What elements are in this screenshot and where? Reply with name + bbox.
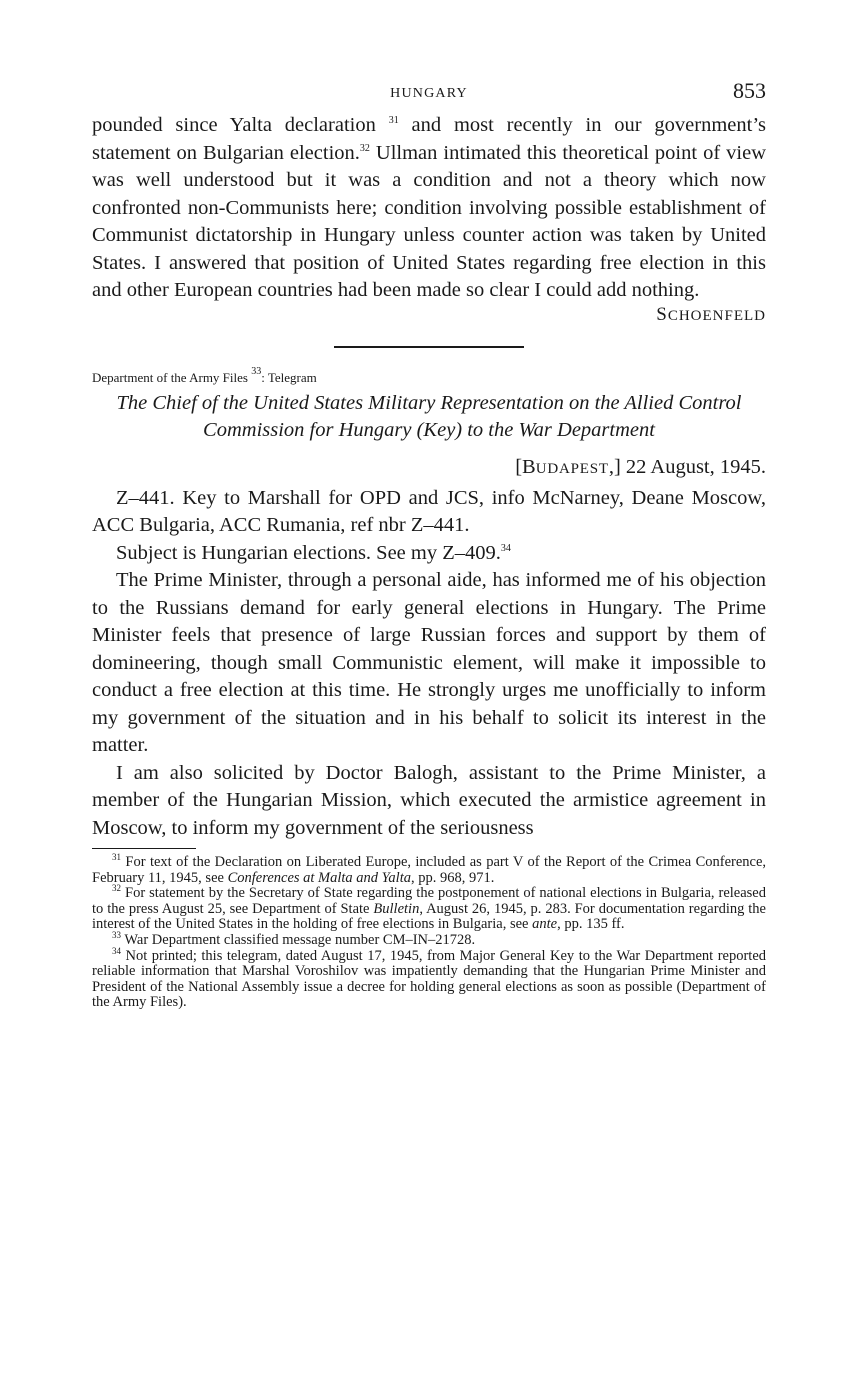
- footnote-34-text: Not printed; this telegram, dated August 17, 1945, from Major General Key to the War Department reported reliable information that Marshal Voroshilov was impatiently demanding that the Hungarian Prime Minister and President of the National Assembly issue a decree for holding general elections as soon as possible (Department of the Army Files).: [92, 947, 767, 1011]
- dateline-open: [B: [515, 455, 536, 478]
- footnote-32-number: 32: [112, 883, 121, 894]
- footnote-ref-32: 32: [359, 142, 370, 154]
- footnote-31-italic: Conferences at Malta and Yalta: [227, 869, 411, 886]
- telegram-body: [92, 485, 766, 843]
- footnote-34-number: 34: [112, 945, 121, 956]
- footnote-32-italic-1: Bulletin: [373, 900, 420, 917]
- footnote-33: [92, 929, 766, 949]
- footnote-31-text-b: , pp. 968, 971.: [410, 869, 495, 886]
- footnote-32-italic-2: ante: [532, 916, 558, 933]
- dateline: [92, 454, 766, 483]
- page: [92, 72, 766, 1011]
- footnote-rule: [92, 848, 196, 849]
- signature: [92, 305, 766, 326]
- dateline-date: ,] 22 August, 1945.: [608, 455, 766, 478]
- continuation-text-1: pounded since Yalta declaration: [92, 114, 376, 136]
- footnote-32-text-b: , August 26, 1945, p. 283. For documentation regarding the interest of the United States in the holding of free elections in Bulgaria, see: [92, 900, 766, 933]
- footnote-33-number: 33: [112, 929, 121, 940]
- page-number: 853: [733, 78, 766, 103]
- continuation-text-2: and most recently in our government’s statement on Bulgarian election.: [92, 114, 767, 164]
- footnote-34: [92, 945, 767, 1011]
- footnote-31-number: 31: [112, 852, 121, 862]
- footnote-ref-34: 34: [500, 542, 511, 554]
- dateline-city: UDAPEST: [535, 460, 609, 477]
- continuation-paragraph: [92, 112, 766, 305]
- footnote-33-text: War Department classified message number CM–IN–21728.: [124, 931, 476, 948]
- paragraph-4: I am also solicited by Doctor Balogh, assistant to the Prime Minister, a member of the Hungarian Mission, which executed the armistice agreement in Moscow, to inform my government of the seriousness: [92, 761, 766, 839]
- signature-initial: S: [656, 303, 668, 325]
- footnote-ref-33: 33: [251, 365, 262, 377]
- paragraph-2-text: Subject is Hungarian elections. See my Z–409.: [116, 541, 501, 564]
- footnote-31-text-a: For text of the Declaration on Liberated Europe, included as part V of the Report of the Crimea Conference, February 11, 1945, see: [92, 854, 767, 886]
- footnote-32: [92, 883, 766, 933]
- continuation-text: [92, 112, 766, 305]
- paragraph-1: Z–441. Key to Marshall for OPD and JCS, info McNarney, Deane Moscow, ACC Bulgaria, ACC Rumania, ref nbr Z–441.: [92, 486, 766, 536]
- source-suffix: : Telegram: [261, 369, 317, 385]
- footnote-31: [92, 852, 767, 886]
- page-header: [92, 72, 766, 112]
- footnote-ref-31: 31: [388, 115, 399, 126]
- source-text: Department of the Army Files: [92, 369, 248, 385]
- continuation-text-3: Ullman intimated this theoretical point of view was well understood but it was a condition and not a theory which now confronted non-Communists here; condition involving possible establishment of Communist dictatorship in Hungary unless counter action was taken by United States. I answered that position of United States regarding free election in this and other European countries had been made so clear I could add nothing.: [92, 141, 767, 301]
- paragraph-2: [92, 540, 766, 568]
- footnote-32-text-c: , pp. 135 ff.: [557, 916, 625, 933]
- running-head: HUNGARY: [390, 86, 468, 101]
- footnote-32-text-a: For statement by the Secretary of State regarding the postponement of national elections in Bulgaria, released to the press August 25, see Department of State: [92, 885, 766, 917]
- document-source: [92, 365, 766, 386]
- paragraph-3: The Prime Minister, through a personal aide, has informed me of his objection to the Russians demand for early general elections in Hungary. The Prime Minister feels that presence of large Russian forces and support by them of domineering, though small Communistic element, will make it impossible to conduct a free election at this time. He strongly urges me unofficially to inform my government of the situation and in his behalf to solicit its interest in the matter.: [92, 569, 766, 756]
- document-title: The Chief of the United States Military Representation on the Allied Control Commission for Hungary (Key) to the War Department: [116, 391, 742, 441]
- section-divider: [334, 346, 524, 348]
- footnotes: [92, 852, 767, 1011]
- signature-rest: CHOENFELD: [667, 307, 766, 324]
